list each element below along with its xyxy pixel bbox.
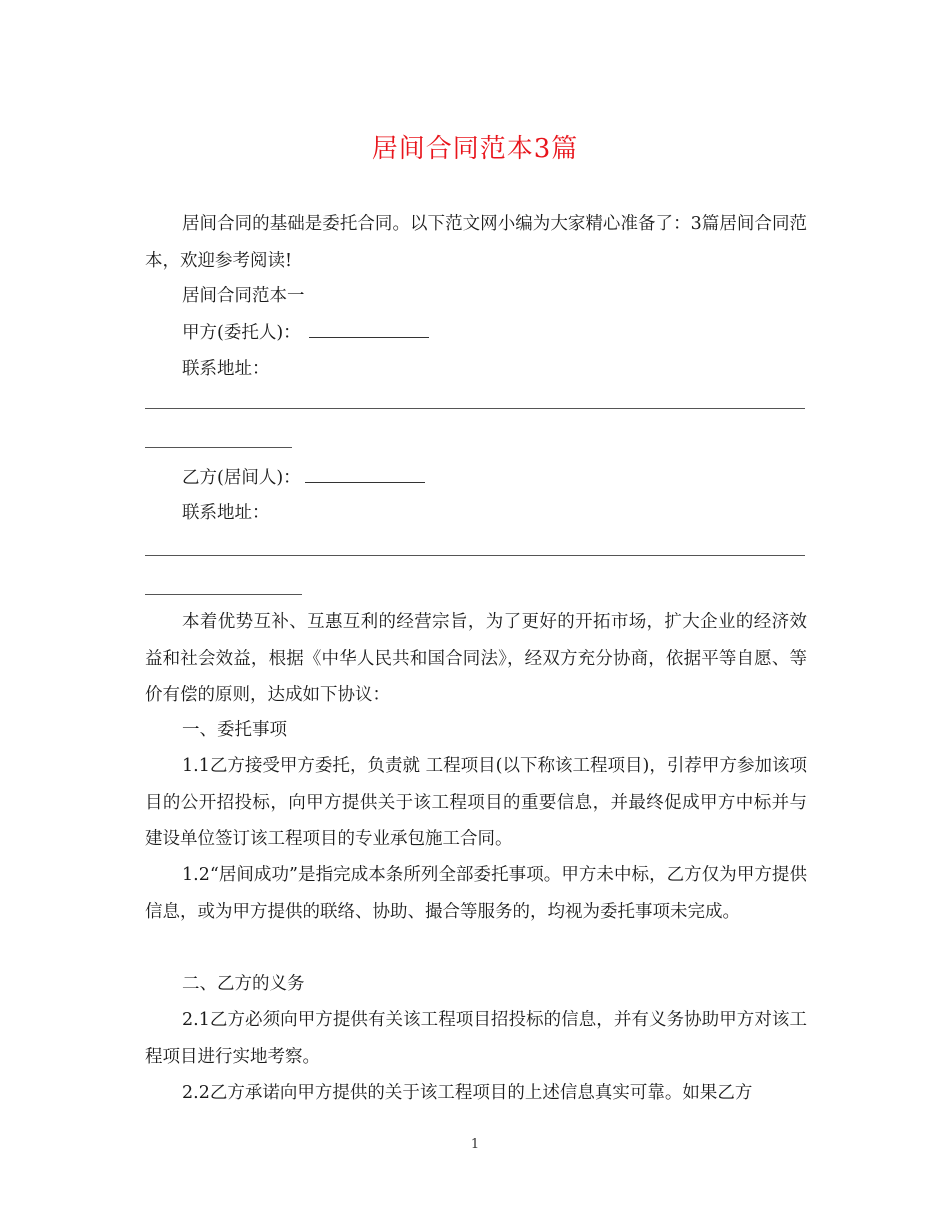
party-a-line <box>145 315 807 352</box>
address-b-blank-line <box>145 555 805 556</box>
preamble-paragraph: 本着优势互补、互惠互利的经营宗旨，为了更好的开拓市场，扩大企业的经济效益和社会效益，根据《中华人民共和国合同法》，经双方充分协商，依据平等自愿、等价有偿的原则，达成如下协议： <box>145 612 807 705</box>
intro-paragraph: 居间合同的基础是委托合同。以下范文网小编为大家精心准备了：3篇居间合同范本，欢迎参考阅读! <box>145 214 807 271</box>
address-a-blank-line-short <box>145 447 292 448</box>
address-a-blank-line <box>145 408 805 409</box>
party-a-label: 甲方(委托人)： <box>182 323 301 343</box>
document-title: 居间合同范本3篇 <box>371 134 579 164</box>
section-heading: 居间合同范本一 <box>182 286 305 306</box>
page-number: 1 <box>470 1137 480 1152</box>
clause-1-1: 1.1乙方接受甲方委托，负责就 工程项目(以下称该工程项目)，引荐甲方参加该项目的公开招投标，向甲方提供关于该工程项目的重要信息，并最终促成甲方中标并与建设单位签订该工程项目的专业承包施工合同。 <box>145 756 807 849</box>
party-b-blank <box>305 481 425 483</box>
party-b-line <box>145 460 807 497</box>
clause-1-2: 1.2“居间成功”是指完成本条所列全部委托事项。甲方未中标，乙方仅为甲方提供信息，或为甲方提供的联络、协助、撮合等服务的，均视为委托事项未完成。 <box>145 865 807 922</box>
address-label-b: 联系地址： <box>182 503 270 523</box>
party-a-blank <box>309 336 429 338</box>
heading-entrusted-matters: 一、委托事项 <box>182 720 287 740</box>
address-label-a: 联系地址： <box>182 359 270 379</box>
address-b-blank-line-short <box>145 594 302 595</box>
party-b-label: 乙方(居间人)： <box>182 468 301 488</box>
clause-2-2: 2.2乙方承诺向甲方提供的关于该工程项目的上述信息真实可靠。如果乙方 <box>182 1083 753 1103</box>
clause-2-1: 2.1乙方必须向甲方提供有关该工程项目招投标的信息，并有义务协助甲方对该工程项目进行实地考察。 <box>145 1010 807 1067</box>
heading-party-b-obligations: 二、乙方的义务 <box>182 974 305 994</box>
